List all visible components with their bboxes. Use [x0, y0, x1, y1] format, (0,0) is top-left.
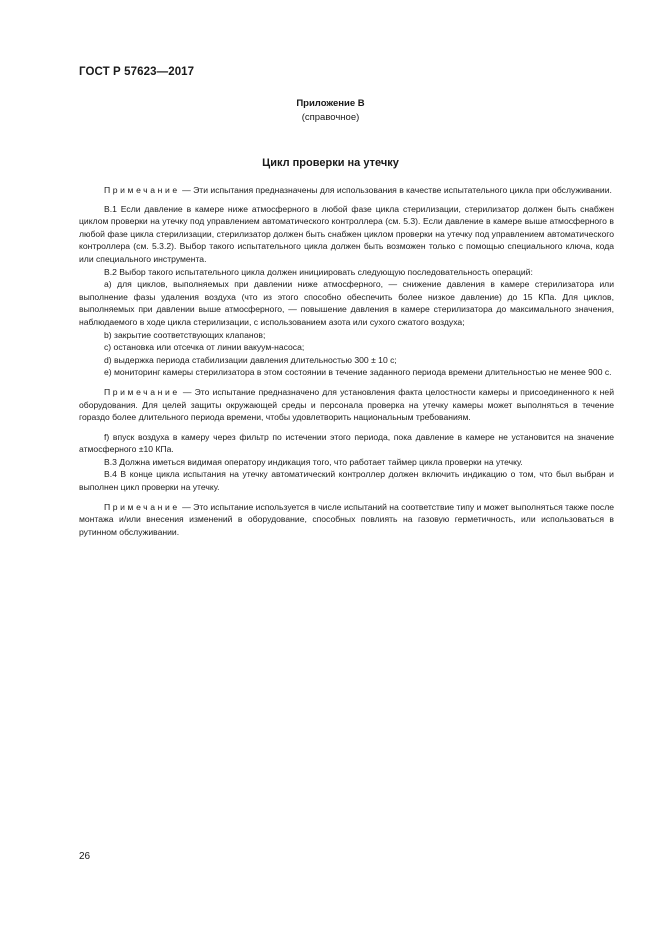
list-item-f: f) впуск воздуха в камеру через фильтр по истечении этого периода, пока давление в камере не установится на значение атмосферного ±10 КПа.	[79, 431, 614, 455]
annex-subtitle: (справочное)	[301, 112, 360, 123]
note-label: Примечание	[104, 386, 180, 397]
section-title: Цикл проверки на утечку	[262, 157, 399, 169]
clause-b4: В.4 В конце цикла испытания на утечку автоматический контроллер должен включить индикацию о том, что был выбран и выполнен цикл проверки на утечку.	[79, 469, 614, 493]
note-paragraph	[79, 386, 614, 424]
note-text: — Это испытание используется в числе испытаний на соответствие типу и может выполняться также после монтажа и/или внесения изменений в оборудование, способных повлиять на газовую герметичность, или использоваться в рутинном обслуживании.	[79, 501, 614, 537]
note-text: — Это испытание предназначено для установления факта целостности камеры и присоединенного к ней оборудования. Для целей защиты окружающей среды и персонала проверка на утечку камеры может выполняться в течение гораздо более длительного периода времени, чтобы удовлетворить национальным требованиям.	[79, 386, 614, 423]
document-body	[79, 184, 614, 538]
list-item-b: b) закрытие соответствующих клапанов;	[104, 329, 266, 340]
standard-designation: ГОСТ Р 57623—2017	[79, 66, 195, 78]
note-paragraph	[79, 501, 614, 539]
annex-heading	[0, 97, 661, 125]
note-text: — Эти испытания предназначены для использования в качестве испытательного цикла при обслуживании.	[179, 185, 612, 195]
page-number: 26	[79, 851, 91, 862]
list-item-c: c) остановка или отсечка от линии вакуум-насоса;	[104, 342, 305, 353]
note-label: Примечание	[104, 501, 180, 512]
note-label: Примечание	[104, 185, 180, 195]
clause-b1: В.1 Если давление в камере ниже атмосферного в любой фазе цикла стерилизации, стерилизатор должен быть снабжен циклом проверки на утечку под управлением автоматического контроллера (см. 5.3). Если давление в камере выше атмосферного в любой фазе цикла стерилизации, стерилизатор должен быть снабжен циклом проверки на утечку под управлением автоматического контроллера (см. 5.3.2). Выбор такого испытательного цикла должен быть возможен только с помощью специального ключа, кода или специального инструмента.	[79, 203, 614, 264]
clause-b3: В.3 Должна иметься видимая оператору индикация того, что работает таймер цикла проверки на утечку.	[104, 456, 523, 467]
list-item-e: e) мониторинг камеры стерилизатора в этом состоянии в течение заданного периода времени длительностью не менее 900 с.	[104, 367, 612, 378]
clause-b2: В.2 Выбор такого испытательного цикла должен инициировать следующую последовательность операций:	[104, 266, 533, 277]
note-paragraph	[79, 184, 614, 197]
list-item-a: а) для циклов, выполняемых при давлении ниже атмосферного, — снижение давления в камере стерилизатора или выполнение фазы удаления воздуха (что из этого способно обеспечить более низкое давление) до 15 КПа. Для циклов, выполняемых при давлении выше атмосферного, — повышение давления в камере стерилизатора до максимального значения, наблюдаемого в ходе цикла стерилизации, с использованием азота или сухого сжатого воздуха;	[79, 279, 614, 327]
annex-title: Приложение В	[296, 98, 365, 109]
list-item-d: d) выдержка периода стабилизации давления длительностью 300 ± 10 с;	[104, 354, 397, 365]
